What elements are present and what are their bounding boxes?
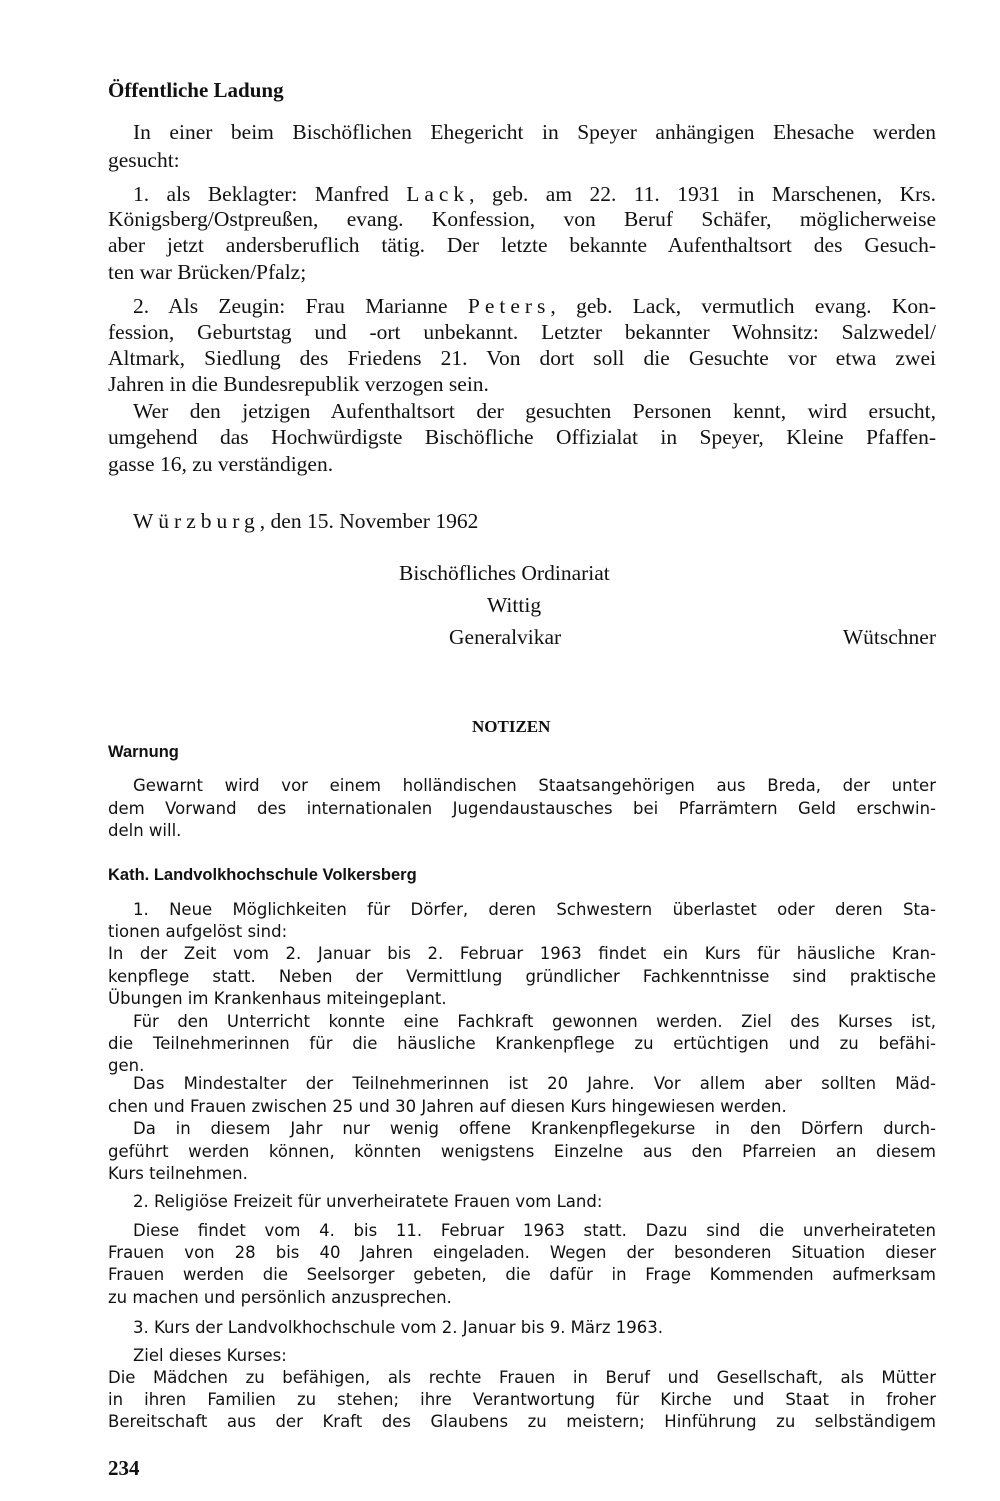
text-line: tionen aufgelöst sind: [108,922,288,941]
surname-spaced: Peters [467,294,551,318]
section-title-warnung: Warnung [108,743,179,761]
text-line: Jahren in die Bundesrepublik verzogen sein. [108,372,489,396]
text-line: die Teilnehmerinnen für die häusliche Krankenpflege zu ertüchtigen und zu befähi- [108,1034,936,1053]
text-line: Da in diesem Jahr nur wenig offene Krankenpflegekurse in den Dörfern durch- [133,1119,936,1138]
text-span: 2. Als Zeugin: Frau Marianne [133,294,448,318]
text-line: 3. Kurs der Landvolkhochschule vom 2. Januar bis 9. März 1963. [133,1318,663,1337]
text-line [133,292,936,320]
date: , den 15. November 1962 [259,509,479,533]
text-line: Übungen im Krankenhaus miteingeplant. [108,989,447,1008]
text-span: , geb. Lack, vermutlich evang. Kon- [550,294,936,318]
section-title-ladung: Öffentliche Ladung [108,78,284,102]
text-line: Gewarnt wird vor einem holländischen Staatsangehörigen aus Breda, der unter [133,776,936,795]
text-line: kenpflege statt. Neben der Vermittlung gründlicher Fachkenntnisse sind praktische [108,967,936,986]
text-line: zu machen und persönlich anzusprechen. [108,1288,452,1307]
section-title-volkersberg: Kath. Landvolkhochschule Volkersberg [108,866,417,884]
text-line: dem Vorwand des internationalen Jugendaustausches bei Pfarrämtern Geld erschwin- [108,799,936,818]
surname-spaced: Lack [406,182,470,206]
text-line: Die Mädchen zu befähigen, als rechte Frauen in Beruf und Gesellschaft, als Mütter [108,1368,936,1387]
text-line: Wer den jetzigen Aufenthaltsort der gesuchten Personen kennt, wird ersucht, [133,399,936,423]
signer-name: Wittig [487,593,542,617]
dateline [133,507,478,535]
text-line [133,180,936,208]
text-line: deln will. [108,821,182,840]
text-line: gen. [108,1056,145,1075]
text-line: geführt werden können, könnten wenigstens Einzelne aus den Pfarreien an diesem [108,1142,936,1161]
text-line: ten war Brücken/Pfalz; [108,260,307,284]
text-line: Frauen werden die Seelsorger gebeten, die dafür in Frage Kommenden aufmerksam [108,1265,936,1284]
text-line: chen und Frauen zwischen 25 und 30 Jahren auf diesen Kurs hingewiesen werden. [108,1097,787,1116]
text-line: gasse 16, zu verständigen. [108,452,334,476]
text-line: Frauen von 28 bis 40 Jahren eingeladen. Wegen der besonderen Situation dieser [108,1243,936,1262]
page-number: 234 [108,1456,140,1480]
text-line: Das Mindestalter der Teilnehmerinnen ist 20 Jahre. Vor allem aber sollten Mäd- [133,1074,936,1093]
text-line: Diese findet vom 4. bis 11. Februar 1963 statt. Dazu sind die unverheirateten [133,1221,936,1240]
text-line: Für den Unterricht konnte eine Fachkraft gewonnen werden. Ziel des Kurses ist, [133,1012,936,1031]
text-line: gesucht: [108,148,180,172]
signer-title: Generalvikar [449,625,562,649]
cosigner-name: Wütschner [842,625,936,649]
text-line: aber jetzt andersberuflich tätig. Der letzte bekannte Aufenthaltsort des Gesuch- [108,233,936,257]
text-line: 1. Neue Möglichkeiten für Dörfer, deren Schwestern überlastet oder deren Sta- [133,900,936,919]
office-name: Bischöfliches Ordinariat [399,561,610,585]
text-line: Königsberg/Ostpreußen, evang. Konfession, von Beruf Schäfer, möglicherweise [108,207,936,231]
text-line: umgehend das Hochwürdigste Bischöfliche Offizialat in Speyer, Kleine Pfaffen- [108,425,936,449]
text-line: In der Zeit vom 2. Januar bis 2. Februar 1963 findet ein Kurs für häusliche Kran- [108,944,936,963]
text-line: fession, Geburtstag und -ort unbekannt. Letzter bekannter Wohnsitz: Salzwedel/ [108,320,936,344]
text-line: in ihren Familien zu stehen; ihre Verantwortung für Kirche und Staat in froher [108,1390,936,1409]
text-span: , geb. am 22. 11. 1931 in Marschenen, Krs. [469,182,937,206]
text-line: Altmark, Siedlung des Friedens 21. Von dort soll die Gesuchte vor etwa zwei [108,346,936,370]
text-line: In einer beim Bischöflichen Ehegericht in Speyer anhängigen Ehesache werden [133,120,936,144]
notizen-heading: NOTIZEN [472,717,551,736]
text-line: Ziel dieses Kurses: [133,1346,287,1365]
text-span: 1. als Beklagter: Manfred [133,182,389,206]
text-line: Bereitschaft aus der Kraft des Glaubens zu meistern; Hinführung zu selbständigem [108,1412,936,1431]
text-line: Kurs teilnehmen. [108,1164,248,1183]
text-line: 2. Religiöse Freizeit für unverheiratete Frauen vom Land: [133,1192,603,1211]
place: Würzburg [133,509,260,533]
